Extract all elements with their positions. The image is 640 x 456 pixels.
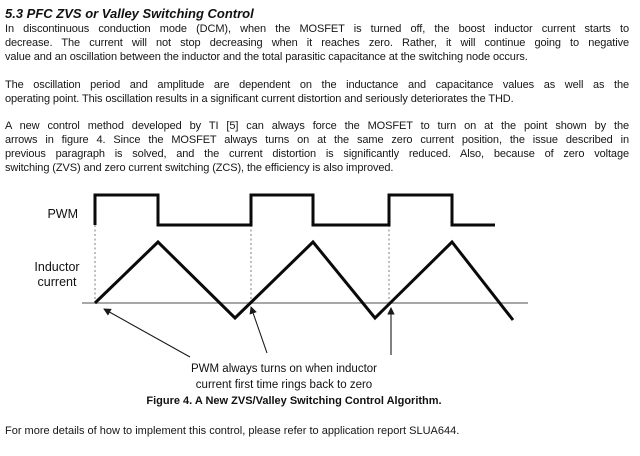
pwm-label: PWM (47, 207, 78, 221)
paragraph-line: A new control method developed by TI [5] can always force the MOSFET to turn on at the point shown by the (5, 120, 629, 132)
annotation-text: PWM always turns on when inductor (191, 363, 377, 375)
paragraph-line: switching (ZVS) and zero current switching (ZCS), the efficiency is also improved. (5, 162, 394, 174)
zero-crossing-arrow (251, 307, 267, 353)
zero-crossing-arrow (104, 309, 190, 357)
paragraph-line: previous paragraph is solved, and the current distortion is significantly reduced. Also, because of zero voltage (5, 148, 629, 160)
figure-4-diagram (0, 188, 640, 413)
paragraph-line: decrease. The current will not stop decreasing when it reaches zero. Rather, it will continue going to negative (5, 37, 629, 49)
paragraph-line: value and an oscillation between the inductor and the total parasitic capacitance at the switching node occurs. (5, 51, 528, 63)
annotation-text: current first time rings back to zero (195, 379, 373, 391)
pwm-waveform (95, 195, 495, 225)
paragraph-new-control (5, 119, 629, 175)
inductor-current-waveform (95, 242, 513, 320)
paragraph-dcm (5, 22, 629, 64)
paragraph-oscillation (5, 78, 629, 106)
paragraph-line: arrows in figure 4. Since the MOSFET always turns on at the same zero current position, the issue described in (5, 134, 629, 146)
figure-caption: Figure 4. A New ZVS/Valley Switching Control Algorithm. (146, 395, 442, 407)
section-title: 5.3 PFC ZVS or Valley Switching Control (5, 6, 254, 21)
paragraph-line: In discontinuous conduction mode (DCM), when the MOSFET is turned off, the boost inductor current starts to (5, 23, 629, 35)
inductor-current-label: current (37, 275, 77, 289)
paragraph-line: The oscillation period and amplitude are dependent on the inductance and capacitance values as well as the (5, 79, 629, 91)
footer-paragraph: For more details of how to implement this control, please refer to application report SLUA644. (5, 425, 460, 437)
paragraph-line: operating point. This oscillation results in a significant current distortion and seriously deteriorates the THD. (5, 93, 514, 105)
inductor-current-label: Inductor (34, 260, 80, 274)
